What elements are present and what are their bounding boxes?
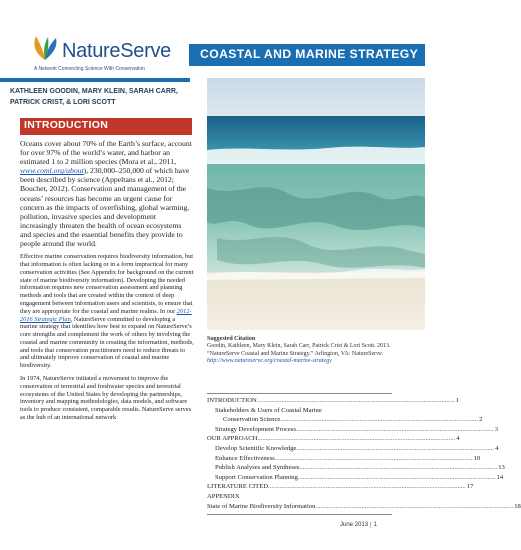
toc-entry-label: LITERATURE CITED: [207, 483, 268, 491]
toc-leader-dots: ........................................................................................................................: [256, 397, 455, 404]
toc-leader-dots: ........................................................................................................................: [280, 416, 479, 424]
table-of-contents: [207, 390, 521, 517]
paragraph-1-text-a: Oceans cover about 70% of the Earth’s surface, account for over 97% of the world’s water, and harbor an estimated 1 to 2 million species (Mora et al., 2011,: [20, 139, 192, 167]
toc-leader-dots: ........................................................................................................................: [267, 483, 466, 491]
brand-tagline: A Network Connecting Science With Conservation: [34, 66, 145, 72]
document-title: COASTAL AND MARINE STRATEGY: [200, 47, 419, 61]
paragraph-2: [20, 253, 194, 370]
toc-entry-page: 2: [479, 416, 483, 424]
title-bar: [189, 44, 425, 66]
page-footer: [340, 522, 377, 528]
section-heading: INTRODUCTION: [24, 119, 109, 131]
toc-entry-page: 13: [498, 464, 505, 472]
logo-mark-icon: [30, 34, 60, 62]
citation-text: Goodin, Kathleen, Mary Klein, Sarah Carr, Patrick Crist & Lori Scott. 2013. “NatureServe Coastal and Marine Strategy.” Arlington, VA: NatureServe.: [207, 343, 391, 357]
coml-link[interactable]: www.coml.org/about: [20, 166, 84, 176]
toc-entry-label: Strategy Development Process: [215, 425, 296, 433]
toc-entry[interactable]: [207, 406, 392, 416]
toc-leader-dots: ........................................................................................................................: [297, 473, 496, 481]
toc-entry-label: Support Conservation Planning: [215, 473, 298, 481]
header-rule: [0, 78, 190, 82]
toc-entry[interactable]: [207, 463, 505, 473]
toc-leader-dots: ........................................................................................................................: [295, 425, 494, 433]
toc-entry-page: 3: [494, 425, 499, 433]
toc-entry[interactable]: [207, 415, 483, 425]
toc-leader-dots: ........................................................................................................................: [257, 435, 456, 443]
authors-line-2: PATRICK CRIST, & LORI SCOTT: [10, 99, 116, 106]
toc-entry[interactable]: [207, 482, 474, 492]
toc-entry-page: 10: [473, 454, 481, 462]
paragraph-1: [20, 139, 194, 248]
paragraph-1-text-b: ), 230,000–250,000 of which have been described by science (Appeltans et al., 2012; Bouchet, 2012). Conservation and management of the oceans’ resources has become an urgent cause for concern as the impacts of overfishing, global warming, pollution, invasive species and development increasingly threaten the health of ocean ecosystems and species and the essential benefits they provide to people around the world.: [20, 166, 190, 249]
toc-leader-dots: ........................................................................................................................: [274, 454, 473, 462]
toc-entry-label: Develop Scientific Knowledge: [215, 444, 297, 452]
citation-link[interactable]: http://www.natureserve.org/coastal-marine-strategy: [207, 358, 332, 365]
toc-entry-page: 14: [496, 473, 504, 481]
paragraph-2-text-b: , NatureServe committed to developing a marine strategy that identifies how best to expand on NatureServe’s core strengths and complement the work of others by involving the coastal and marine community in creating the information, methods, and tools that conservation practitioners need to reduce threats to and ultimately improve conservation of coastal and marine biodiversity.: [20, 315, 194, 370]
toc-entry[interactable]: [207, 473, 504, 483]
toc-entry[interactable]: [207, 396, 459, 406]
citation-heading: Suggested Citation: [207, 336, 256, 342]
toc-entry-page: 1: [455, 397, 459, 404]
toc-entry-page: 4: [456, 435, 460, 443]
toc-entry-label: State of Marine Biodiversity Information: [207, 502, 316, 510]
toc-leader-dots: ........................................................................................................................: [296, 444, 495, 452]
paragraph-2-text-a: Effective marine conservation requires biodiversity information, but that information is often lacking or in a form impractical for many conservation activities (See Appendix for background on the current state of marine biodiversity information). Developing the needed information requires new conservation assessment and planning methods and tools that are created within the context of deep engagement between information users and scientists, to ensure that they are appropriate for the coastal and marine realms. In our: [20, 253, 194, 315]
toc-entry[interactable]: [207, 502, 521, 512]
footer-separator: |: [370, 522, 372, 528]
brand-name: NatureServe: [62, 40, 171, 62]
toc-entry[interactable]: [207, 492, 392, 502]
footer-date: June 2013: [340, 522, 369, 528]
coastal-photo-image: [207, 78, 425, 330]
toc-leader-dots: ........................................................................................................................: [315, 502, 514, 510]
toc-entry-label: Conservation Science: [223, 416, 281, 424]
toc-top-rule: [207, 393, 392, 394]
toc-entry-label: OUR APPROACH: [207, 435, 258, 443]
toc-entry-page: 4: [495, 444, 499, 452]
strategic-plan-link[interactable]: 2012-2016 Strategic Plan: [20, 307, 192, 323]
authors-line-1: KATHLEEN GOODIN, MARY KLEIN, SARAH CARR,: [10, 88, 178, 95]
paragraph-3: In 1974, NatureServe initiated a movement to improve the conservation of terrestrial and freshwater species and terrestrial ecosystems of the United States by developing the partnerships, inventory and mapping methodologies, data models, and software tools to produce consistent, comparable results. NatureServe serves as the hub of an international network: [20, 375, 192, 422]
section-heading-bar: [20, 118, 192, 135]
toc-entry[interactable]: [207, 434, 460, 444]
toc-entry[interactable]: [207, 444, 499, 454]
toc-leader-dots: ........................................................................................................................: [299, 464, 498, 472]
toc-entry[interactable]: [207, 425, 499, 435]
toc-entry-label: APPENDIX: [207, 492, 240, 500]
body-column: [20, 139, 194, 427]
toc-entry-label: Enhance Effectiveness: [215, 454, 275, 462]
toc-rows: [207, 396, 521, 511]
toc-entry-label: Publish Analyses and Syntheses: [215, 464, 300, 472]
natureserve-logo: [30, 32, 180, 76]
toc-bottom-rule: [207, 514, 392, 515]
page-number: 1: [373, 522, 377, 528]
suggested-citation: [207, 336, 397, 366]
toc-entry-page: 18: [514, 502, 521, 510]
toc-entry-label: Stakeholders & Users of Coastal Marine: [215, 406, 322, 414]
authors: [10, 86, 195, 108]
toc-entry-page: 17: [466, 483, 474, 491]
toc-entry[interactable]: [207, 454, 481, 464]
toc-entry-label: INTRODUCTION: [207, 397, 257, 404]
coastal-photo: [207, 78, 425, 330]
